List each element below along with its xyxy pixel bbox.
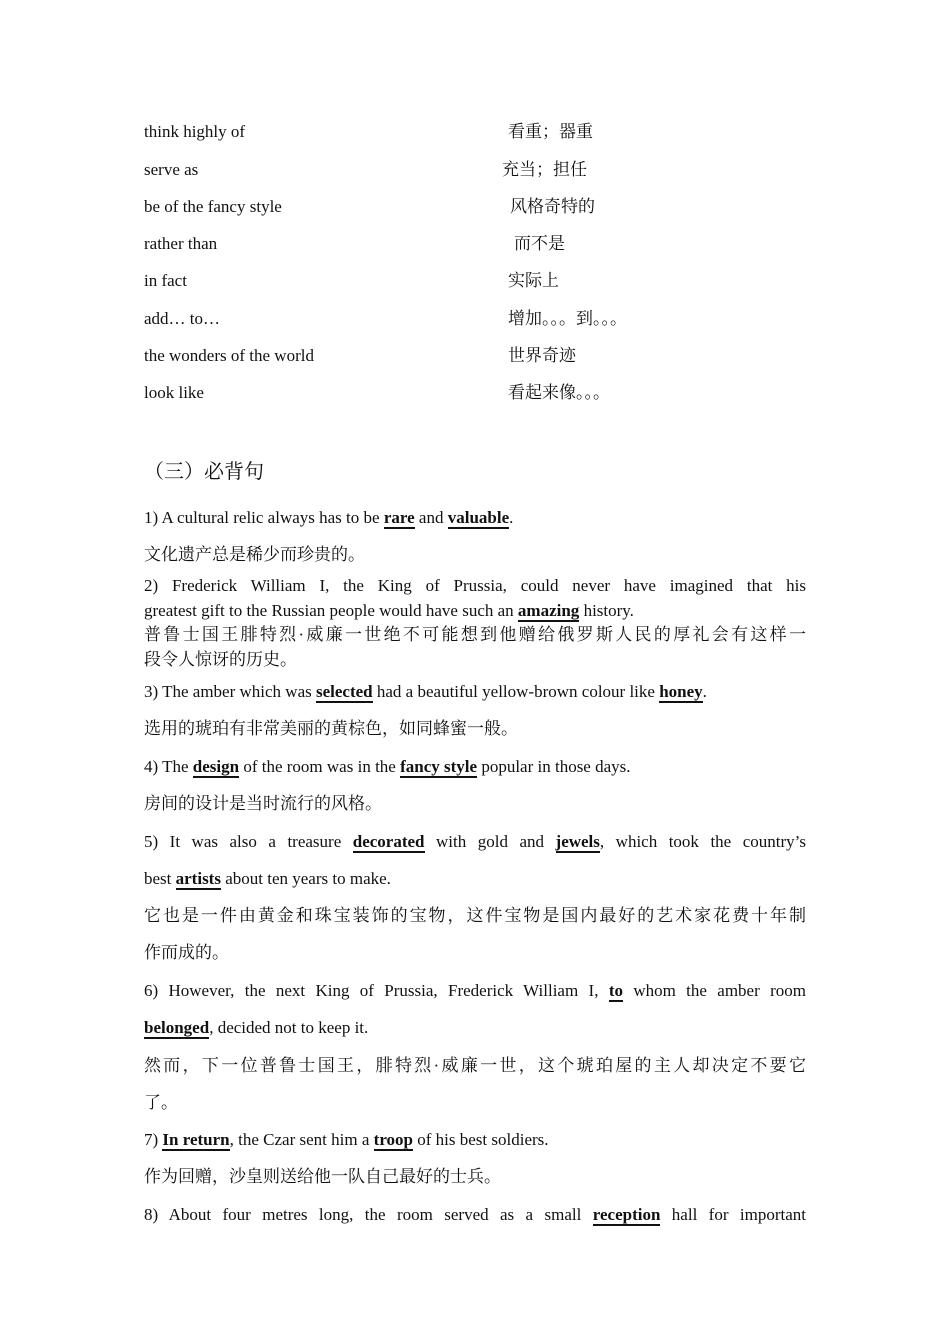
phrase-row xyxy=(144,195,806,219)
keyword: amazing xyxy=(517,601,580,620)
sentence-text: hall for important xyxy=(660,1205,807,1224)
keyword: selected xyxy=(316,682,373,701)
phrase-row xyxy=(144,269,806,293)
sentence-1-chinese: 文化遗产总是稀少而珍贵的。 xyxy=(144,545,365,564)
sentence-text: of his best soldiers. xyxy=(413,1130,549,1149)
phrase-row xyxy=(144,381,806,405)
sentence-8-english-line-1 xyxy=(144,1203,806,1227)
sentence-7-english xyxy=(144,1128,806,1152)
phrase-row xyxy=(144,307,806,331)
section-title: （三）必背句 xyxy=(144,461,264,483)
sentence-text: had a beautiful yellow-brown colour like xyxy=(372,682,660,701)
sentence-text: 4) The xyxy=(144,757,193,776)
phrase-chinese: 充当；担任 xyxy=(502,160,587,179)
sentence-6-chinese-line-1: 然而，下一位普鲁士国王，腓特烈·威廉一世，这个琥珀屋的主人却决定不要它 xyxy=(144,1056,806,1075)
keyword: rare xyxy=(383,508,415,527)
keyword: fancy style xyxy=(400,757,478,776)
sentence-3-chinese: 选用的琥珀有非常美丽的黄棕色，如同蜂蜜一般。 xyxy=(144,719,518,738)
sentence-text: 7) xyxy=(144,1130,163,1149)
sentence-text: about ten years to make. xyxy=(220,869,391,888)
phrase-english: think highly of xyxy=(144,122,246,141)
phrase-row xyxy=(144,120,806,144)
phrase-english: in fact xyxy=(144,271,187,290)
sentence-1-english xyxy=(144,506,806,530)
phrase-row xyxy=(144,344,806,368)
keyword: jewels xyxy=(555,832,600,851)
keyword: decorated xyxy=(352,832,425,851)
sentence-text: 8) About four metres long, the room served as a small xyxy=(144,1205,593,1224)
phrase-english: look like xyxy=(144,383,204,402)
phrase-chinese: 实际上 xyxy=(508,271,559,290)
sentence-text: 5) It was also a treasure xyxy=(144,832,353,851)
sentence-4-english xyxy=(144,755,806,779)
sentence-7-chinese: 作为回赠，沙皇则送给他一队自己最好的士兵。 xyxy=(144,1167,501,1186)
sentence-2-english-line-1: 2) Frederick William I, the King of Prussia, could never have imagined that his xyxy=(144,576,806,595)
sentence-2-english-line-2 xyxy=(144,599,806,623)
sentence-6-chinese-line-2: 了。 xyxy=(144,1093,178,1112)
phrase-english: rather than xyxy=(144,234,218,253)
keyword: belonged xyxy=(144,1018,210,1037)
sentence-text: 1) A cultural relic always has to be xyxy=(144,508,384,527)
keyword: to xyxy=(608,981,623,1000)
sentence-text: . xyxy=(702,682,707,701)
keyword: In return xyxy=(162,1130,230,1149)
sentence-text: , which took the country’s xyxy=(599,832,806,851)
phrase-chinese: 风格奇特的 xyxy=(510,197,595,216)
phrase-row xyxy=(144,232,806,256)
phrase-english: serve as xyxy=(144,160,199,179)
sentence-3-english xyxy=(144,680,806,704)
sentence-text: history. xyxy=(579,601,634,620)
sentence-text: of the room was in the xyxy=(239,757,401,776)
sentence-text: greatest gift to the Russian people would have such an xyxy=(144,601,518,620)
keyword: artists xyxy=(175,869,221,888)
sentence-2-chinese-line-2: 段令人惊讶的历史。 xyxy=(144,650,297,669)
sentence-text: . xyxy=(509,508,514,527)
keyword: troop xyxy=(373,1130,414,1149)
phrase-english: be of the fancy style xyxy=(144,197,282,216)
sentence-5-english-line-2 xyxy=(144,867,806,891)
sentence-text: , decided not to keep it. xyxy=(209,1018,369,1037)
sentence-6-english-line-1 xyxy=(144,979,806,1003)
phrase-chinese: 世界奇迹 xyxy=(508,346,576,365)
sentence-text: best xyxy=(144,869,176,888)
phrase-english: add… to… xyxy=(144,309,221,328)
sentence-text: whom the amber room xyxy=(622,981,806,1000)
sentence-text: popular in those days. xyxy=(477,757,631,776)
sentence-text: 3) The amber which was xyxy=(144,682,316,701)
sentence-text: 6) However, the next King of Prussia, Frederick William I, xyxy=(144,981,609,1000)
phrase-chinese: 增加。。。到。。。 xyxy=(508,309,627,328)
phrase-english: the wonders of the world xyxy=(144,346,314,365)
sentence-5-chinese-line-1: 它也是一件由黄金和珠宝装饰的宝物，这件宝物是国内最好的艺术家花费十年制 xyxy=(144,906,806,925)
phrase-chinese: 看起来像。。。 xyxy=(508,383,610,402)
sentence-2-chinese-line-1: 普鲁士国王腓特烈·威廉一世绝不可能想到他赠给俄罗斯人民的厚礼会有这样一 xyxy=(144,625,806,644)
keyword: reception xyxy=(592,1205,661,1224)
sentence-text: and xyxy=(414,508,448,527)
keyword: honey xyxy=(659,682,703,701)
sentence-6-english-line-2 xyxy=(144,1016,806,1040)
phrase-chinese: 而不是 xyxy=(514,234,565,253)
phrase-row xyxy=(144,158,806,182)
phrase-chinese: 看重；器重 xyxy=(508,122,593,141)
sentence-4-chinese: 房间的设计是当时流行的风格。 xyxy=(144,794,382,813)
sentence-5-english-line-1 xyxy=(144,830,806,854)
sentence-text: , the Czar sent him a xyxy=(229,1130,374,1149)
sentence-text: with gold and xyxy=(424,832,556,851)
sentence-5-chinese-line-2: 作而成的。 xyxy=(144,943,229,962)
keyword: valuable xyxy=(447,508,510,527)
keyword: design xyxy=(192,757,240,776)
